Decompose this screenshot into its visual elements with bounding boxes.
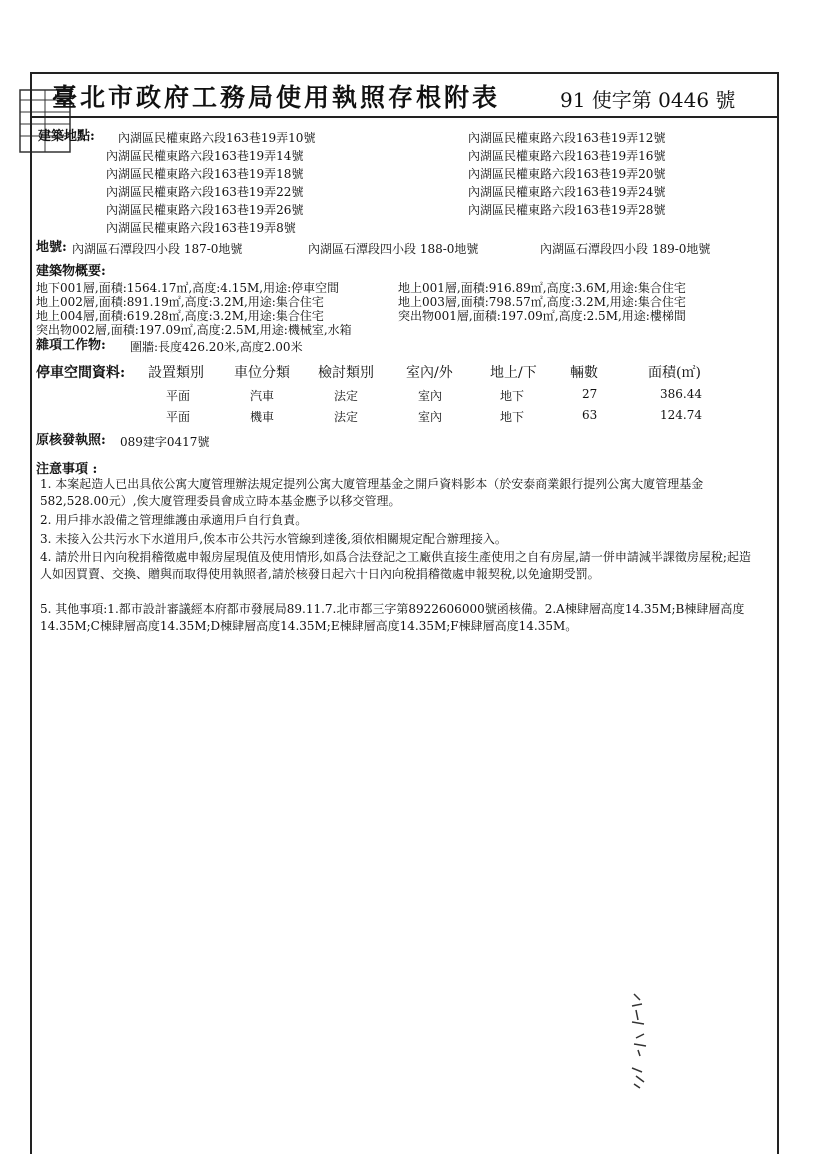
note-item-5: 5. 其他事項:1.都市設計審議經本府都市發展局89.11.7.北市都三字第8922606000號函核備。2.A棟肆層高度14.35M;B棟肆層高度14.35M;C棟肆層高度14.35M;D棟肆層高度14.35M;E棟肆層高度14.35M;F棟肆層高度14.35M。 xyxy=(40,602,745,633)
parking-row2-review: 法定 xyxy=(334,410,359,424)
note-item-3: 3. 未接入公共污水下水道用戶,俟本市公共污水管線到達後,須依相關規定配合辦理接入。 xyxy=(40,532,507,546)
parking-row2-level: 地下 xyxy=(500,410,525,424)
lot-item-3: 內湖區石潭段四小段 189-0地號 xyxy=(540,242,711,256)
parking-header-6: 輛數 xyxy=(570,365,598,381)
parking-row2-inout: 室內 xyxy=(418,410,443,424)
parking-row2-area: 124.74 xyxy=(660,408,702,422)
address-left-1: 內湖區民權東路六段163巷19弄10號 xyxy=(118,131,316,145)
parking-row1-count: 27 xyxy=(582,387,598,401)
address-right-2: 內湖區民權東路六段163巷19弄16號 xyxy=(468,149,666,163)
note-item-2: 2. 用戶排水設備之管理維護由承適用戶自行負責。 xyxy=(40,513,308,527)
address-left-5: 內湖區民權東路六段163巷19弄26號 xyxy=(106,203,304,217)
note-item-4: 4. 請於卅日內向稅捐稽徵處申報房屋現值及使用情形,如爲合法登記之工廠供直接生產使用之自有房屋,請一併申請減半課徵房屋稅;起造人如因買賣、交換、贈與而取得使用執照者,請於核發日起六十日內向稅捐稽徵處申報契稅,以免逾期受罰。 xyxy=(40,550,751,581)
note-item-1: 1. 本案起造人已出具依公寓大廈管理辦法規定提列公寓大廈管理基金之開戶資料影本（於安泰商業銀行提列公寓大廈管理基金582,528.00元）,俟大廈管理委員會成立時本基金應予以移交管理。 xyxy=(40,477,704,508)
permit-number: 91 使字第 0446 號 xyxy=(560,88,736,112)
parking-header-1: 設置類別 xyxy=(148,365,204,381)
address-right-5: 內湖區民權東路六段163巷19弄28號 xyxy=(468,203,666,217)
signature-mark xyxy=(626,990,666,1090)
parking-header-4: 室內/外 xyxy=(406,365,453,381)
parking-row2-count: 63 xyxy=(582,408,598,422)
floor-right-2: 地上003層,面積:798.57㎡,高度:3.2M,用途:集合住宅 xyxy=(398,295,686,309)
address-right-3: 內湖區民權東路六段163巷19弄20號 xyxy=(468,167,666,181)
address-left-4: 內湖區民權東路六段163巷19弄22號 xyxy=(106,185,304,199)
floor-left-3: 地上004層,面積:619.28㎡,高度:3.2M,用途:集合住宅 xyxy=(36,309,324,323)
address-left-3: 內湖區民權東路六段163巷19弄18號 xyxy=(106,167,304,181)
parking-row2-class: 機車 xyxy=(250,410,275,424)
parking-row1-type: 平面 xyxy=(166,389,191,403)
location-label: 建築地點: xyxy=(38,129,95,144)
address-right-1: 內湖區民權東路六段163巷19弄12號 xyxy=(468,131,666,145)
parking-row1-class: 汽車 xyxy=(250,389,275,403)
notes-label: 注意事項 : xyxy=(36,462,98,477)
parking-header-3: 檢討類別 xyxy=(318,365,374,381)
parking-header-7: 面積(㎡) xyxy=(648,365,701,381)
parking-row1-area: 386.44 xyxy=(660,387,702,401)
parking-header-5: 地上/下 xyxy=(490,365,537,381)
lot-item-1: 內湖區石潭段四小段 187-0地號 xyxy=(72,242,243,256)
lot-label: 地號: xyxy=(36,240,67,255)
parking-row1-level: 地下 xyxy=(500,389,525,403)
title-divider xyxy=(30,116,777,118)
parking-label: 停車空間資料: xyxy=(36,365,126,381)
parking-row2-type: 平面 xyxy=(166,410,191,424)
misc-label: 雜項工作物: xyxy=(36,338,106,353)
parking-header-2: 車位分類 xyxy=(234,365,290,381)
floor-left-1: 地下001層,面積:1564.17㎡,高度:4.15M,用途:停車空間 xyxy=(36,281,340,295)
floor-left-2: 地上002層,面積:891.19㎡,高度:3.2M,用途:集合住宅 xyxy=(36,295,324,309)
address-right-4: 內湖區民權東路六段163巷19弄24號 xyxy=(468,185,666,199)
document-title: 臺北市政府工務局使用執照存根附表 xyxy=(52,83,501,112)
original-permit-label: 原核發執照: xyxy=(36,433,106,448)
parking-row1-review: 法定 xyxy=(334,389,359,403)
floor-right-1: 地上001層,面積:916.89㎡,高度:3.6M,用途:集合住宅 xyxy=(398,281,686,295)
address-left-6: 內湖區民權東路六段163巷19弄8號 xyxy=(106,221,296,235)
floor-left-4: 突出物002層,面積:197.09㎡,高度:2.5M,用途:機械室,水箱 xyxy=(36,323,352,337)
floor-right-3: 突出物001層,面積:197.09㎡,高度:2.5M,用途:樓梯間 xyxy=(398,309,686,323)
original-permit-value: 089建字0417號 xyxy=(120,435,210,449)
building-label: 建築物概要: xyxy=(36,264,106,279)
lot-item-2: 內湖區石潭段四小段 188-0地號 xyxy=(308,242,479,256)
misc-value: 圍牆:長度426.20米,高度2.00米 xyxy=(130,340,303,354)
address-left-2: 內湖區民權東路六段163巷19弄14號 xyxy=(106,149,304,163)
parking-row1-inout: 室內 xyxy=(418,389,443,403)
